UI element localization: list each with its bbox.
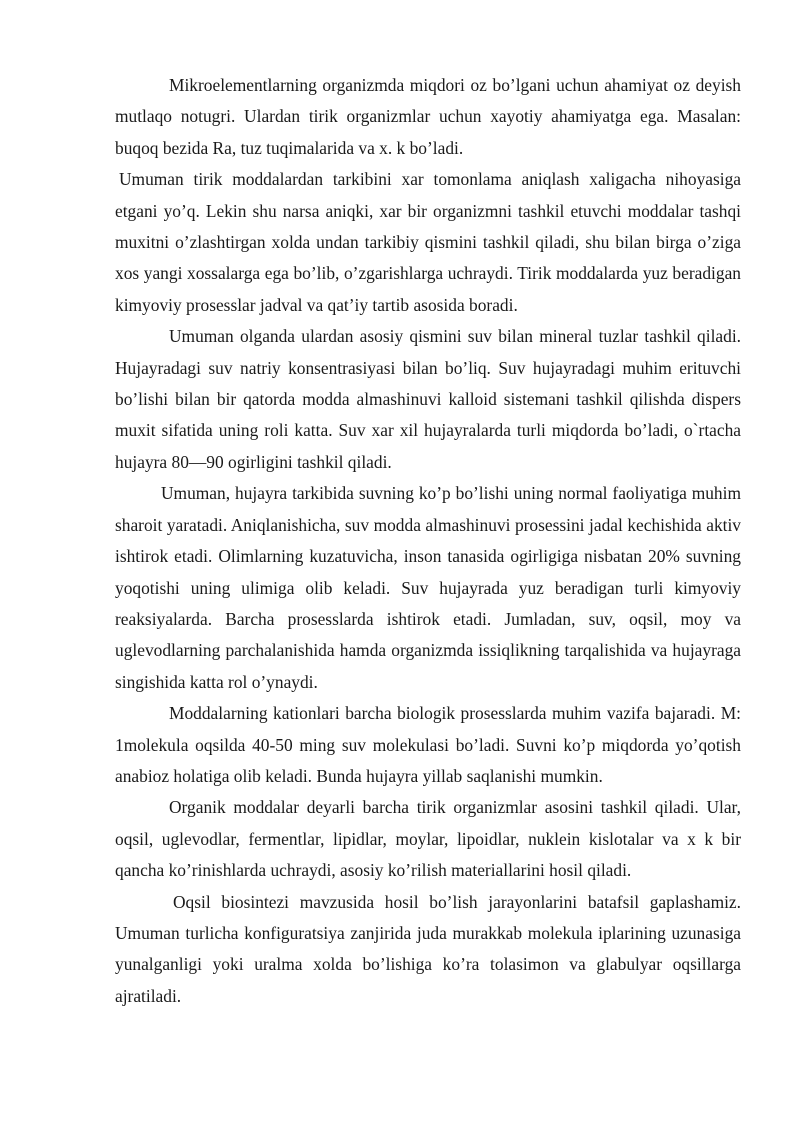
paragraph-water-function: Umuman, hujayra tarkibida suvning ko’p bo’lishi uning normal faoliyatiga muhim sharoit yaratadi. Aniqlanishicha, suv modda almashinuvi prosessini jadal kechishida aktiv ishtirok etadi. Olimlarning kuzatuvicha, inson tanasida ogirligiga nisbatan 20% suvning yoqotishi uning ulimiga olib keladi. Suv hujayrada yuz beradigan turli kimyoviy reaksiyalarda. Barcha prosesslarda ishtirok etadi. Jumladan, suv, oqsil, moy va uglevodlarning parchalanishida hamda organizmda issiqlikning tarqalishida va hujayraga singishida katta rol o’ynaydi. bbox=[115, 483, 741, 692]
paragraph-microelements: Mikroelementlarning organizmda miqdori oz bo’lgani uchun ahamiyat oz deyish mutlaqo notugri. Ulardan tirik organizmlar uchun xayotiy ahamiyatga ega. Masalan: buqoq bezida Ra, tuz tuqimalarida va x. k bo’ladi. bbox=[115, 75, 741, 158]
paragraph-protein-biosynthesis: Oqsil biosintezi mavzusida hosil bo’lish jarayonlarini batafsil gaplashamiz. Umuman turlicha konfiguratsiya zanjirida juda murakkab molekula iplarining uzunasiga yunalganligi yoki uralma xolda bo’lishiga ko’ra tolasimon va glabulyar oqsillarga ajratiladi. bbox=[115, 891, 741, 1006]
paragraph-organic-matter: Organik moddalar deyarli barcha tirik organizmlar asosini tashkil qiladi. Ular, oqsil, uglevodlar, fermentlar, lipidlar, moylar, lipoidlar, nuklein kislotalar va x k bir qancha ko’rinishlarda uchraydi, asosiy ko’rilish materiallarini hosil qiladi. bbox=[115, 797, 741, 881]
paragraph-cations: Moddalarning kationlari barcha biologik prosesslarda muhim vazifa bajaradi. M: 1molekula oqsilda 40-50 ming suv molekulasi bo’ladi. Suvni ko’p miqdorda yo’qotish anabioz holatiga olib keladi. Bunda hujayra yillab saqlanishi mumkin. bbox=[115, 703, 741, 786]
paragraph-living-matter: Umuman tirik moddalardan tarkibini xar tomonlama aniqlash xaligacha nihoyasiga etgani yo’q. Lekin shu narsa aniqki, xar bir organizmni tashkil etuvchi moddalar tashqi muxitni o’zlashtirgan xolda undan tarkibiy qismini tashkil qiladi, shu bilan birga o’ziga xos yangi xossalarga ega bo’lib, o’zgarishlarga uchraydi. Tirik moddalarda yuz beradigan kimyoviy prosesslar jadval va qat’iy tartib asosida boradi. bbox=[115, 169, 741, 315]
document-page bbox=[115, 70, 741, 1012]
paragraph-water-minerals: Umuman olganda ulardan asosiy qismini suv bilan mineral tuzlar tashkil qiladi. Hujayradagi suv natriy konsentrasiyasi bilan bo’liq. Suv hujayradagi muhim erituvchi bo’lishi bilan bir qatorda modda almashinuvi kalloid sistemani tashkil qilishda dispers muxit sifatida uning roli katta. Suv xar xil hujayralarda turli miqdorda bo’ladi, o`rtacha hujayra 80—90 ogirligini tashkil qiladi. bbox=[115, 326, 741, 472]
